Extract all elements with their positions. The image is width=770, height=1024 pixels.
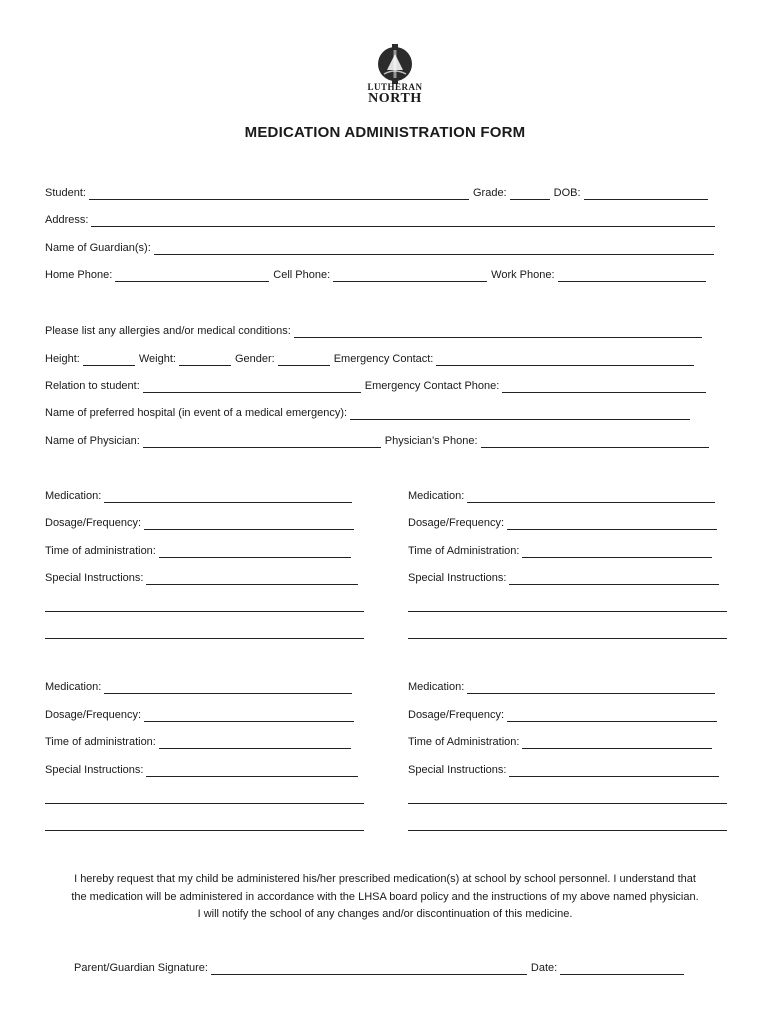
medication-3-row	[45, 681, 356, 694]
time-4-field[interactable]	[522, 737, 712, 749]
work-phone-label: Work Phone:	[491, 269, 555, 281]
logo-text-bottom: NORTH	[368, 91, 422, 106]
hospital-label: Name of preferred hospital (in event of a medical emergency):	[45, 407, 348, 419]
medication-2-field[interactable]	[467, 491, 715, 503]
instructions-3-field[interactable]	[146, 765, 358, 777]
instructions-1-label: Special Instructions:	[45, 572, 144, 584]
dosage-4-row	[408, 709, 721, 722]
relation-row	[45, 380, 710, 393]
weight-field[interactable]	[179, 354, 231, 366]
dosage-1-label: Dosage/Frequency:	[45, 517, 141, 529]
allergies-row	[45, 325, 706, 338]
gender-label: Gender:	[234, 353, 275, 365]
emergency-contact-field[interactable]	[436, 354, 694, 366]
dosage-2-label: Dosage/Frequency:	[408, 517, 504, 529]
home-phone-field[interactable]	[115, 270, 269, 282]
allergies-field[interactable]	[294, 326, 702, 338]
instructions-3-row	[45, 764, 362, 777]
medication-1-row	[45, 490, 356, 503]
address-field[interactable]	[91, 215, 715, 227]
instructions-4-field[interactable]	[509, 765, 719, 777]
cell-phone-field[interactable]	[333, 270, 487, 282]
instructions-1-row	[45, 572, 362, 585]
medication-1-label: Medication:	[45, 490, 102, 502]
dosage-3-field[interactable]	[144, 710, 354, 722]
instructions-3-extra-line[interactable]	[45, 830, 364, 831]
dosage-4-field[interactable]	[507, 710, 717, 722]
consent-line: the medication will be administered in accordance with the LHSA board policy and the instructions of my above named physician.	[71, 890, 699, 903]
instructions-1-field[interactable]	[146, 573, 358, 585]
allergies-label: Please list any allergies and/or medical conditions:	[45, 325, 291, 337]
time-1-row	[45, 545, 355, 558]
time-4-row	[408, 736, 716, 749]
time-2-field[interactable]	[522, 546, 712, 558]
instructions-4-extra-line[interactable]	[408, 830, 727, 831]
time-3-field[interactable]	[159, 737, 351, 749]
dob-label: DOB:	[553, 187, 581, 199]
physician-label: Name of Physician:	[45, 435, 140, 447]
grade-label: Grade:	[472, 187, 507, 199]
relation-label: Relation to student:	[45, 380, 140, 392]
home-phone-label: Home Phone:	[45, 269, 113, 281]
student-field[interactable]	[89, 188, 469, 200]
medication-3-label: Medication:	[45, 681, 102, 693]
work-phone-field[interactable]	[558, 270, 706, 282]
instructions-3-label: Special Instructions:	[45, 764, 144, 776]
instructions-4-row	[408, 764, 723, 777]
instructions-1-extra-line[interactable]	[45, 611, 364, 612]
gender-field[interactable]	[278, 354, 330, 366]
medication-4-field[interactable]	[467, 682, 715, 694]
time-3-label: Time of administration:	[45, 736, 156, 748]
emergency-contact-label: Emergency Contact:	[333, 353, 434, 365]
physician-phone-field[interactable]	[481, 436, 709, 448]
time-2-label: Time of Administration:	[408, 545, 520, 557]
relation-field[interactable]	[143, 381, 361, 393]
date-field[interactable]	[560, 963, 684, 975]
guardian-field[interactable]	[154, 243, 714, 255]
form-title: MEDICATION ADMINISTRATION FORM	[244, 124, 526, 141]
physical-row	[45, 353, 698, 366]
physician-field[interactable]	[143, 436, 381, 448]
medication-4-label: Medication:	[408, 681, 465, 693]
guardian-row	[45, 242, 718, 255]
weight-label: Weight:	[138, 353, 176, 365]
logo-text-top: LUTHERAN	[367, 82, 423, 92]
student-row	[45, 187, 712, 200]
grade-field[interactable]	[510, 188, 550, 200]
cross-emblem-icon	[375, 44, 415, 84]
consent-line: I will notify the school of any changes and/or discontinuation of this medicine.	[197, 908, 573, 920]
signature-field[interactable]	[211, 963, 527, 975]
signature-label: Parent/Guardian Signature:	[74, 962, 208, 974]
time-3-row	[45, 736, 355, 749]
dosage-1-field[interactable]	[144, 518, 354, 530]
cell-phone-label: Cell Phone:	[273, 269, 331, 281]
guardian-label: Name of Guardian(s):	[45, 242, 151, 254]
dosage-2-field[interactable]	[507, 518, 717, 530]
emergency-phone-field[interactable]	[502, 381, 706, 393]
medication-2-label: Medication:	[408, 490, 465, 502]
instructions-2-row	[408, 572, 723, 585]
dosage-3-row	[45, 709, 358, 722]
height-label: Height:	[45, 353, 80, 365]
physician-phone-label: Physician’s Phone:	[384, 435, 478, 447]
time-1-label: Time of administration:	[45, 545, 156, 557]
hospital-row	[45, 407, 694, 420]
address-label: Address:	[45, 214, 89, 226]
instructions-2-label: Special Instructions:	[408, 572, 507, 584]
medication-2-row	[408, 490, 719, 503]
time-2-row	[408, 545, 716, 558]
date-label: Date:	[530, 962, 558, 974]
consent-statement	[30, 871, 740, 924]
instructions-2-extra-line[interactable]	[408, 638, 727, 639]
phones-row	[45, 269, 710, 282]
time-1-field[interactable]	[159, 546, 351, 558]
signature-row	[74, 962, 688, 975]
dob-field[interactable]	[584, 188, 708, 200]
instructions-2-extra-line[interactable]	[408, 611, 727, 612]
dosage-4-label: Dosage/Frequency:	[408, 709, 504, 721]
medication-1-field[interactable]	[104, 491, 352, 503]
hospital-field[interactable]	[350, 408, 690, 420]
instructions-2-field[interactable]	[509, 573, 719, 585]
medication-3-field[interactable]	[104, 682, 352, 694]
time-4-label: Time of Administration:	[408, 736, 520, 748]
instructions-4-extra-line[interactable]	[408, 803, 727, 804]
physician-row	[45, 435, 713, 448]
instructions-4-label: Special Instructions:	[408, 764, 507, 776]
instructions-1-extra-line[interactable]	[45, 638, 364, 639]
address-row	[45, 214, 719, 227]
instructions-3-extra-line[interactable]	[45, 803, 364, 804]
dosage-2-row	[408, 517, 721, 530]
emergency-phone-label: Emergency Contact Phone:	[364, 380, 500, 392]
student-label: Student:	[45, 187, 86, 199]
height-field[interactable]	[83, 354, 135, 366]
school-logo	[362, 44, 428, 110]
dosage-1-row	[45, 517, 358, 530]
dosage-3-label: Dosage/Frequency:	[45, 709, 141, 721]
consent-line: I hereby request that my child be administered his/her prescribed medication(s) at school by school personnel. I understand that	[74, 873, 696, 885]
medication-4-row	[408, 681, 719, 694]
